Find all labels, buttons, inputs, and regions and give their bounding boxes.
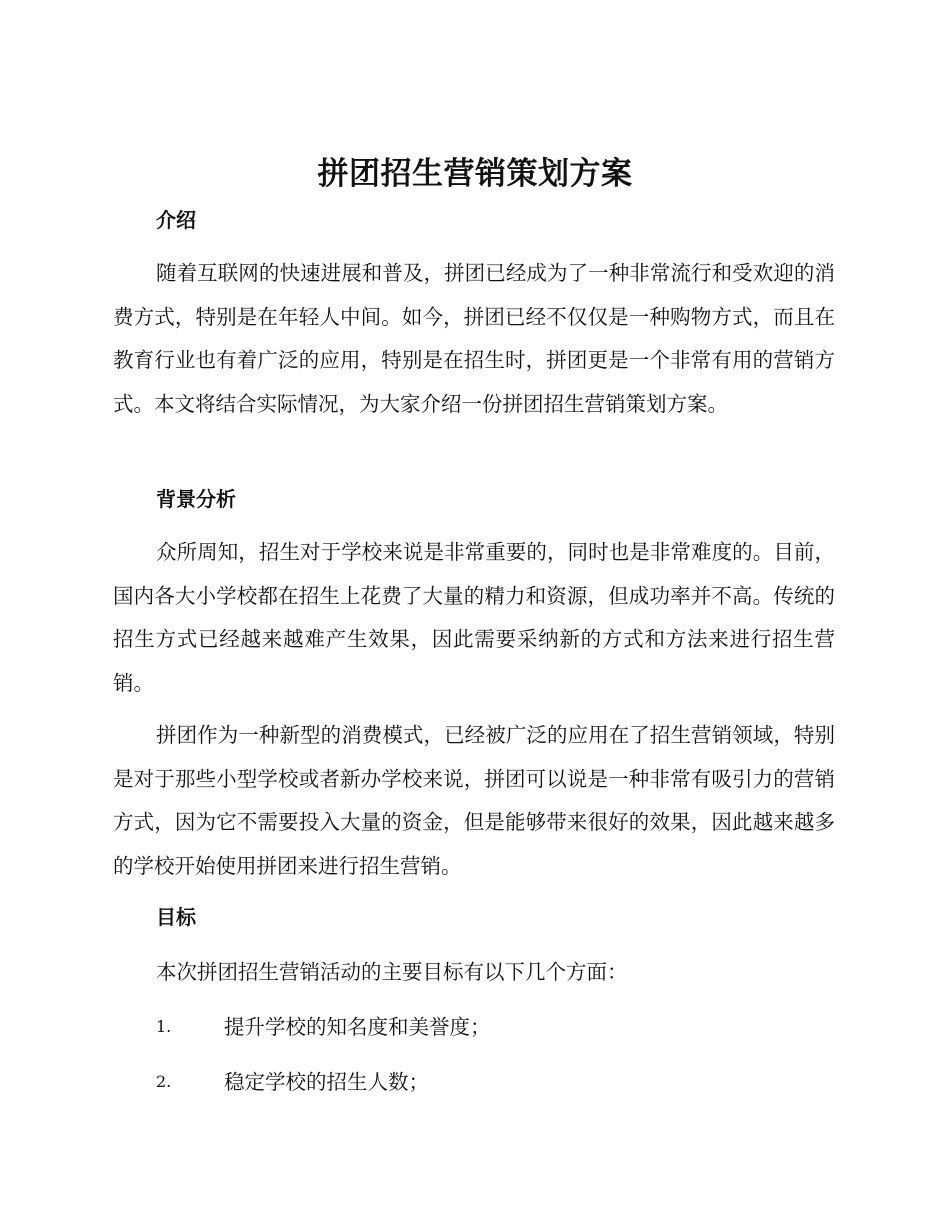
section-heading-intro: 介绍 bbox=[156, 208, 196, 232]
goals-intro: 本次拼团招生营销活动的主要目标有以下几个方面： bbox=[156, 960, 628, 984]
section-heading-goals: 目标 bbox=[156, 905, 196, 929]
list-item bbox=[156, 1012, 836, 1042]
list-item-number: 2. bbox=[156, 1072, 172, 1091]
intro-paragraph: 随着互联网的快速进展和普及，拼团已经成为了一种非常流行和受欢迎的消费方式，特别是在年轻人中间。如今，拼团已经不仅仅是一种购物方式，而且在教育行业也有着广泛的应用，特别是在招生时，拼团更是一个非常有用的营销方式。本文将结合实际情况，为大家介绍一份拼团招生营销策划方案。 bbox=[113, 261, 835, 416]
list-item-text: 提升学校的知名度和美誉度； bbox=[224, 1015, 491, 1039]
document-title: 拼团招生营销策划方案 bbox=[317, 156, 633, 192]
list-item-number: 1. bbox=[156, 1017, 172, 1036]
list-item bbox=[156, 1067, 836, 1097]
background-paragraph-2: 拼团作为一种新型的消费模式，已经被广泛的应用在了招生营销领域，特别是对于那些小型学校或者新办学校来说，拼团可以说是一种非常有吸引力的营销方式，因为它不需要投入大量的资金，但是能够带来很好的效果，因此越来越多的学校开始使用拼团来进行招生营销。 bbox=[113, 723, 835, 878]
list-item-text: 稳定学校的招生人数； bbox=[224, 1070, 429, 1094]
section-heading-background: 背景分析 bbox=[156, 487, 236, 511]
background-paragraph-1: 众所周知，招生对于学校来说是非常重要的，同时也是非常难度的。目前，国内各大小学校都在招生上花费了大量的精力和资源，但成功率并不高。传统的招生方式已经越来越难产生效果，因此需要采纳新的方式和方法来进行招生营销。 bbox=[113, 540, 835, 695]
